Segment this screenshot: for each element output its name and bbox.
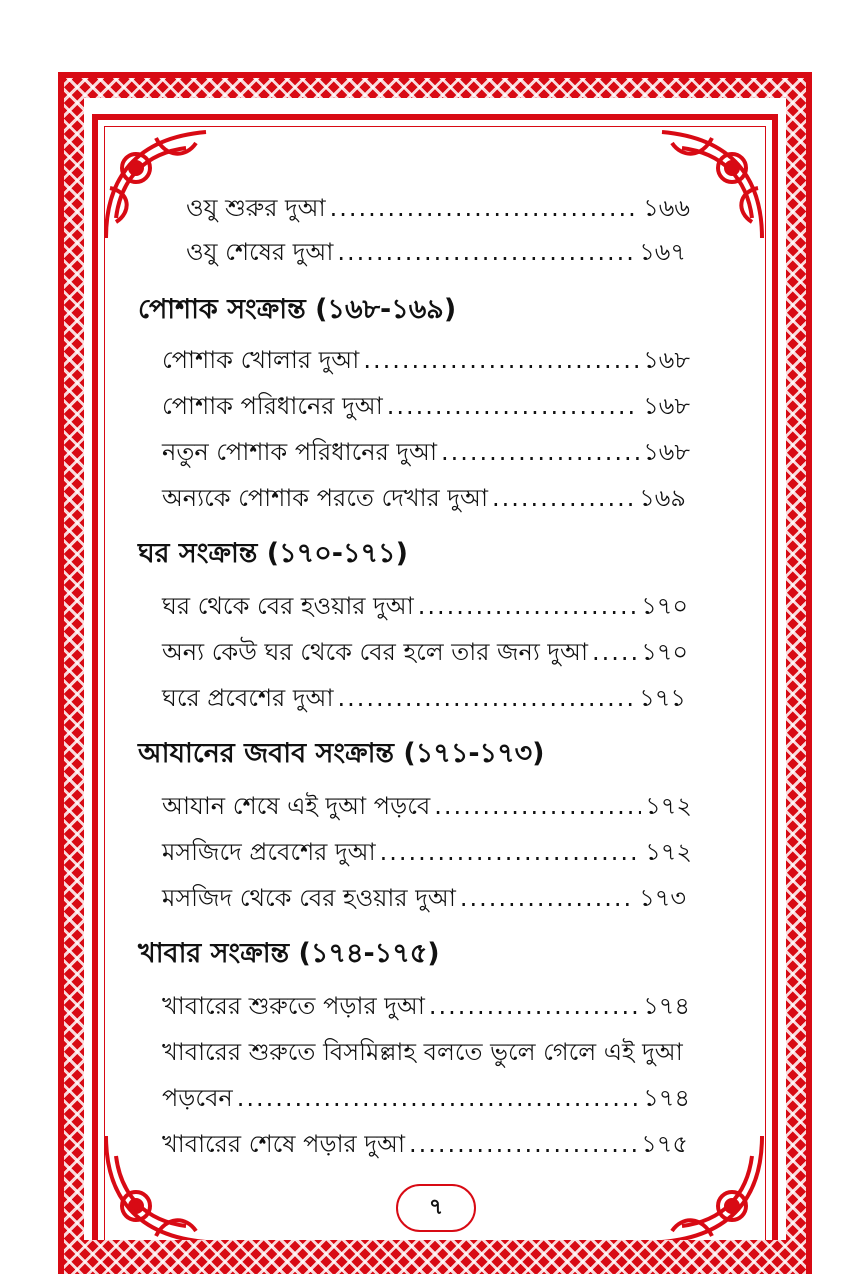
toc-entry[interactable] <box>162 986 690 1026</box>
frame-bottom-band <box>64 1240 806 1274</box>
toc-entry-label: পড়বেন <box>162 1084 233 1112</box>
toc-entry-page: ১৭৩ <box>639 884 686 912</box>
toc-entry-page: ১৭২ <box>645 792 692 820</box>
toc-entry-label: মসজিদ থেকে বের হওয়ার দুআ <box>162 884 456 912</box>
page-number: ৭ <box>428 1194 444 1220</box>
toc-entry[interactable] <box>162 386 690 426</box>
leader-dots <box>441 432 639 472</box>
toc-entry-label: অন্য কেউ ঘর থেকে বের হলে তার জন্য দুআ <box>162 638 589 666</box>
toc-entry[interactable] <box>162 678 686 718</box>
leader-dots <box>418 586 637 626</box>
toc-entry-label: খাবারের শুরুতে বিসমিল্লাহ বলতে ভুলে গেলে এই দুআ <box>162 1038 683 1066</box>
leader-dots <box>387 386 639 426</box>
leader-dots <box>363 340 639 380</box>
toc-entry-page: ১৬৮ <box>643 346 690 374</box>
toc-entry-label: পোশাক পরিধানের দুআ <box>162 392 383 420</box>
corner-ornament-top-right <box>642 118 772 248</box>
leader-dots <box>338 678 636 718</box>
section-heading: ঘর সংক্রান্ত (১৭০-১৭১) <box>138 538 408 569</box>
toc-entry-page: ১৬৯ <box>639 484 686 512</box>
toc-entry-page: ১৬৮ <box>643 392 690 420</box>
toc-entry-page: ১৬৮ <box>643 438 690 466</box>
toc-entry-page: ১৬৬ <box>643 194 690 222</box>
toc-entry-label: নতুন পোশাক পরিধানের দুআ <box>162 438 438 466</box>
toc-entry-label: অন্যকে পোশাক পরতে দেখার দুআ <box>162 484 488 512</box>
leader-dots <box>592 632 637 672</box>
toc-entry[interactable] <box>162 786 692 826</box>
leader-dots <box>429 986 639 1026</box>
toc-entry-label: খাবারের শুরুতে পড়ার দুআ <box>162 992 425 1020</box>
leader-dots <box>237 1078 639 1118</box>
toc-entry[interactable] <box>186 188 690 228</box>
toc-entry-label: ওযু শুরুর দুআ <box>186 194 326 222</box>
toc-entry-page: ১৬৭ <box>639 238 686 266</box>
toc-entry[interactable] <box>162 832 692 872</box>
toc-entry-label: ওযু শেষের দুআ <box>186 238 334 266</box>
toc-entry-page: ১৭৫ <box>641 1130 688 1158</box>
toc-entry-page: ১৭০ <box>641 592 688 620</box>
page-number-badge <box>396 1184 476 1232</box>
toc-entry-page: ১৭০ <box>641 638 688 666</box>
toc-entry-label: পোশাক খোলার দুআ <box>162 346 360 374</box>
toc-entry[interactable] <box>162 1124 688 1164</box>
toc-entry[interactable] <box>162 1078 690 1118</box>
toc-entry[interactable] <box>186 232 686 272</box>
toc-entry-page: ১৭৪ <box>643 1084 690 1112</box>
toc-entry-label: খাবারের শেষে পড়ার দুআ <box>162 1130 405 1158</box>
leader-dots <box>330 188 640 228</box>
leader-dots <box>337 232 635 272</box>
toc-entry-label: ঘর থেকে বের হওয়ার দুআ <box>162 592 414 620</box>
toc-entry[interactable] <box>162 878 686 918</box>
leader-dots <box>380 832 642 872</box>
section-heading: পোশাক সংক্রান্ত (১৬৮-১৬৯) <box>138 294 457 325</box>
toc-entry-label: ঘরে প্রবেশের দুআ <box>162 684 334 712</box>
toc-entry[interactable] <box>162 432 690 472</box>
toc-entry[interactable] <box>162 632 688 672</box>
toc-entry[interactable] <box>162 478 686 518</box>
toc-entry[interactable] <box>162 586 688 626</box>
leader-dots <box>460 878 635 918</box>
toc-entry-page: ১৭৪ <box>643 992 690 1020</box>
section-heading: আযানের জবাব সংক্রান্ত (১৭১-১৭৩) <box>138 738 545 769</box>
corner-ornament-top-left <box>96 118 226 248</box>
leader-dots <box>409 1124 637 1164</box>
leader-dots <box>492 478 635 518</box>
toc-entry-continued[interactable] <box>162 1032 690 1072</box>
toc-entry-label: মসজিদে প্রবেশের দুআ <box>162 838 376 866</box>
toc-entry-label: আযান শেষে এই দুআ পড়বে <box>162 792 431 820</box>
toc-entry-page: ১৭১ <box>639 684 686 712</box>
leader-dots <box>434 786 641 826</box>
section-heading: খাবার সংক্রান্ত (১৭৪-১৭৫) <box>138 938 440 969</box>
toc-entry[interactable] <box>162 340 690 380</box>
toc-entry-page: ১৭২ <box>645 838 692 866</box>
